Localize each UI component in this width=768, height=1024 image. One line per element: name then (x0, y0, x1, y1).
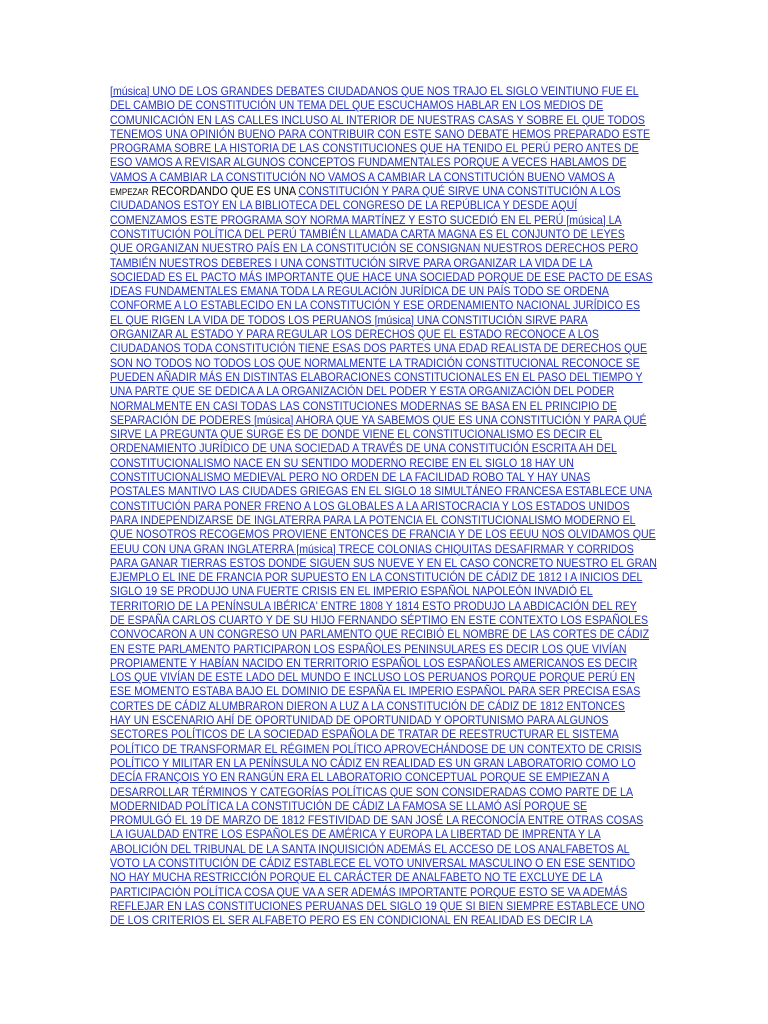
transcript-link[interactable]: ABOLICIÓN DEL TRIBUNAL DE LA SANTA INQUISICIÓN ADEMÁS EL ACCESO DE LOS ANALFABETOS AL (110, 841, 630, 856)
transcript-link[interactable]: ESE MOMENTO ESTABA BAJO EL DOMINIO DE ESPAÑA EL IMPERIO ESPAÑOL PARA SER PRECISA ESAS (110, 684, 641, 699)
transcript-link[interactable]: PROPIAMENTE Y HABÍAN NACIDO EN TERRITORIO ESPAÑOL LOS ESPAÑOLES AMERICANOS ES DECIR (110, 655, 638, 670)
transcript-link[interactable]: DESARROLLAR TÉRMINOS Y CATEGORÍAS POLÍTICAS QUE SON CONSIDERADAS COMO PARTE DE LA (110, 784, 634, 799)
transcript-link[interactable]: ESO VAMOS A REVISAR ALGUNOS CONCEPTOS FUNDAMENTALES PORQUE A VECES HABLAMOS DE (110, 155, 627, 170)
transcript-link[interactable]: POLÍTICO DE TRANSFORMAR EL RÉGIMEN POLÍTICO APROVECHÁNDOSE DE UN CONTEXTO DE CRISIS (110, 741, 642, 756)
transcript-link[interactable]: CONFORME A LO ESTABLECIDO EN LA CONSTITUCIÓN Y ESE ORDENAMIENTO NACIONAL JURÍDICO ES (110, 298, 641, 313)
transcript-link[interactable]: SIRVE LA PREGUNTA QUE SURGE ES DE DONDE VIENE EL CONSTITUCIONALISMO ES DECIR EL (110, 427, 603, 442)
transcript-line (110, 370, 657, 384)
transcript-line (110, 699, 657, 713)
transcript-line (110, 227, 657, 241)
transcript-link[interactable]: HAY UN ESCENARIO AHÍ DE OPORTUNIDAD DE OPORTUNIDAD Y OPORTUNISMO PARA ALGUNOS (110, 713, 609, 728)
transcript-line (110, 399, 657, 413)
transcript-line (110, 842, 657, 856)
transcript-link[interactable]: POSTALES MANTIVO LAS CIUDADES GRIEGAS EN EL SIGLO 18 SIMULTÁNEO FRANCESA ESTABLECE UNA (110, 484, 653, 499)
transcript-line (110, 799, 657, 813)
transcript-link[interactable]: PROMULGÓ EL 19 DE MARZO DE 1812 FESTIVIDAD DE SAN JOSÉ LA RECONOCÍA ENTRE OTRAS COSAS (110, 813, 644, 828)
transcript-line (110, 684, 657, 698)
transcript-line (110, 213, 657, 227)
transcript-link[interactable]: EN ESTE PARLAMENTO PARTICIPARON LOS ESPAÑOLES PENINSULARES ES DECIR LOS QUE VIVÍAN (110, 641, 627, 656)
transcript-line (110, 813, 657, 827)
transcript-link[interactable]: QUE ORGANIZAN NUESTRO PAÍS EN LA CONSTITUCIÓN SE CONSIGNAN NUESTROS DERECHOS PERO (110, 241, 639, 256)
transcript-line (110, 84, 657, 98)
transcript-line (110, 870, 657, 884)
transcript-line (110, 141, 657, 155)
transcript-link[interactable]: LOS QUE VIVÍAN DE ESTE LADO DEL MUNDO E INCLUSO LOS PERUANOS PORQUE PORQUE PERÚ EN (110, 670, 635, 685)
transcript-link[interactable]: ORDENAMIENTO JURÍDICO DE UNA SOCIEDAD A TRAVÉS DE UNA CONSTITUCIÓN ESCRITA AH DEL (110, 441, 617, 456)
transcript-link[interactable]: CONVOCARON A UN CONGRESO UN PARLAMENTO QUE RECIBIÓ EL NOMBRE DE LAS CORTES DE CÁDIZ (110, 627, 650, 642)
transcript-link[interactable]: VAMOS A CAMBIAR LA CONSTITUCIÓN NO VAMOS A CAMBIAR LA CONSTITUCIÓN BUENO VAMOS A (110, 169, 615, 184)
transcript-link[interactable]: IDEAS FUNDAMENTALES EMANA TODA LA REGULACIÓN JURÍDICA DE UN PAÍS TODO SE ORDENA (110, 284, 609, 299)
transcript-line (110, 627, 657, 641)
transcript-link[interactable]: COMENZAMOS ESTE PROGRAMA SOY NORMA MARTÍNEZ Y ESTO SUCEDIÓ EN EL PERÚ [música] LA (110, 212, 622, 227)
transcript-line (110, 570, 657, 584)
transcript-line (110, 613, 657, 627)
transcript-line (110, 113, 657, 127)
transcript-line (110, 770, 657, 784)
transcript-link[interactable]: MODERNIDAD POLÍTICA LA CONSTITUCIÓN DE CÁDIZ LA FAMOSA SE LLAMÓ ASÍ PORQUE SE (110, 798, 588, 813)
transcript-link[interactable]: ORGANIZAR AL ESTADO Y PARA REGULAR LOS DERECHOS QUE EL ESTADO RECONOCE A LOS (110, 327, 599, 342)
transcript-line (110, 184, 657, 198)
transcript-link[interactable]: EEUU CON UNA GRAN INGLATERRA [música] TRECE COLONIAS CHIQUITAS DESAFIRMAR Y CORRIDOS (110, 541, 634, 556)
transcript-link[interactable]: CONSTITUCIÓN POLÍTICA DEL PERÚ TAMBIÉN LLAMADA CARTA MAGNA ES EL CONJUNTO DE LEYES (110, 226, 625, 241)
transcript-link[interactable]: LA IGUALDAD ENTRE LOS ESPAÑOLES DE AMÉRICA Y EUROPA LA LIBERTAD DE IMPRENTA Y LA (110, 827, 601, 842)
transcript-line (110, 384, 657, 398)
transcript-line (110, 98, 657, 112)
transcript-link[interactable]: DE ESPAÑA CARLOS CUARTO Y DE SU HIJO FERNANDO SÉPTIMO EN ESTE CONTEXTO LOS ESPAÑOLES (110, 612, 649, 627)
transcript-line (110, 556, 657, 570)
transcript-line (110, 127, 657, 141)
transcript-line (110, 642, 657, 656)
transcript-line (110, 198, 657, 212)
transcript-line (110, 785, 657, 799)
transcript-line (110, 284, 657, 298)
transcript-line (110, 527, 657, 541)
transcript-line (110, 327, 657, 341)
transcript-line (110, 584, 657, 598)
transcript-link[interactable]: CIUDADANOS ESTOY EN LA BIBLIOTECA DEL CONGRESO DE LA REPÚBLICA Y DESDE AQUÍ (110, 198, 578, 213)
plain-text: RECORDANDO QUE ES UNA (151, 184, 296, 199)
transcript-link[interactable]: SON NO TODOS NO TODOS LOS QUE NORMALMENTE LA TRADICIÓN CONSTITUCIONAL RECONOCE SE (110, 355, 640, 370)
transcript-line (110, 756, 657, 770)
transcript-link[interactable]: PARA INDEPENDIZARSE DE INGLATERRA PARA LA POTENCIA EL CONSTITUCIONALISMO MODERNO EL (110, 512, 636, 527)
transcript-line (110, 513, 657, 527)
transcript-link[interactable]: CONSTITUCIÓN PARA PONER FRENO A LOS GLOBALES A LA ARISTOCRACIA Y LOS ESTADOS UNIDOS (110, 498, 630, 513)
transcript-link[interactable]: CONSTITUCIONALISMO NACE EN SU SENTIDO MODERNO RECIBE EN EL SIGLO 18 HAY UN (110, 455, 574, 470)
transcript-link[interactable]: QUE NOSOTROS RECOGEMOS PROVIENE ENTONCES DE FRANCIA Y DE LOS EEUU NOS OLVIDAMOS QUE (110, 527, 656, 542)
transcript-line (110, 856, 657, 870)
transcript-text (110, 84, 657, 928)
transcript-link[interactable]: PROGRAMA SOBRE LA HISTORIA DE LAS CONSTITUCIONES QUE HA TENIDO EL PERÚ PERO ANTES DE (110, 141, 639, 156)
transcript-link[interactable]: POLÍTICO Y MILITAR EN LA PENÍNSULA NO CÁDIZ EN REALIDAD ES UN GRAN LABORATORIO COMO LO (110, 755, 636, 770)
transcript-line (110, 441, 657, 455)
transcript-link[interactable]: [música] UNO DE LOS GRANDES DEBATES CIUDADANOS QUE NOS TRAJO EL SIGLO VEINTIUNO FUE EL (110, 84, 639, 98)
transcript-link[interactable]: REFLEJAR EN LAS CONSTITUCIONES PERUANAS DEL SIGLO 19 QUE SI BIEN SIEMPRE ESTABLECE UNO (110, 898, 645, 913)
transcript-link[interactable]: COMUNICACIÓN EN LAS CALLES INCLUSO AL INTERIOR DE NUESTRAS CASAS Y SOBRE EL QUE TODOS (110, 112, 645, 127)
transcript-link[interactable]: CORTES DE CÁDIZ ALUMBRARON DIERON A LUZ A LA CONSTITUCIÓN DE CÁDIZ DE 1812 ENTONCES (110, 698, 625, 713)
transcript-line (110, 256, 657, 270)
transcript-line (110, 241, 657, 255)
transcript-line (110, 499, 657, 513)
transcript-link[interactable]: SIGLO 19 SE PRODUJO UNA FUERTE CRISIS EN EL IMPERIO ESPAÑOL NAPOLEÓN INVADIÓ EL (110, 584, 593, 599)
transcript-link[interactable]: EJEMPLO EL INE DE FRANCIA POR SUPUESTO EN LA CONSTITUCIÓN DE CÁDIZ DE 1812 I A INICIOS DEL (110, 570, 643, 585)
transcript-link[interactable]: PARA GANAR TIERRAS ESTOS DONDE SIGUEN SUS NUEVE Y EN EL CASO CONCRETO NUESTRO EL GRAN (110, 555, 657, 570)
transcript-line (110, 484, 657, 498)
transcript-line (110, 899, 657, 913)
transcript-line (110, 827, 657, 841)
transcript-link[interactable]: TENEMOS UNA OPINIÓN BUENO PARA CONTRIBUIR CON ESTE SANO DEBATE HEMOS PREPARADO ESTE (110, 126, 651, 141)
transcript-line (110, 155, 657, 169)
transcript-link[interactable]: NORMALMENTE EN CASI TODAS LAS CONSTITUCIONES MODERNAS SE BASA EN EL PRINCIPIO DE (110, 398, 617, 413)
transcript-link[interactable]: DECÍA FRANÇOIS YO EN RANGÚN ERA EL LABORATORIO CONCEPTUAL PORQUE SE EMPIEZAN A (110, 770, 610, 785)
transcript-line (110, 298, 657, 312)
transcript-line (110, 599, 657, 613)
transcript-line (110, 413, 657, 427)
transcript-link[interactable]: UNA PARTE QUE SE DEDICA A LA ORGANIZACIÓN DEL PODER Y ESTA ORGANIZACIÓN DEL PODER (110, 384, 615, 399)
transcript-link[interactable]: TAMBIÉN NUESTROS DEBERES I UNA CONSTITUCIÓN SIRVE PARA ORGANIZAR LA VIDA DE LA (110, 255, 593, 270)
transcript-line (110, 713, 657, 727)
transcript-line (110, 656, 657, 670)
transcript-link[interactable]: VOTO LA CONSTITUCIÓN DE CÁDIZ ESTABLECE EL VOTO UNIVERSAL MASCULINO O EN ESE SENTIDO (110, 856, 636, 871)
transcript-line (110, 270, 657, 284)
transcript-link[interactable]: DEL CAMBIO DE CONSTITUCIÓN UN TEMA DEL QUE ESCUCHAMOS HABLAR EN LOS MEDIOS DE (110, 98, 604, 113)
transcript-link[interactable]: NO HAY MUCHA RESTRICCIÓN PORQUE EL CARÁCTER DE ANALFABETO NO TE EXCLUYE DE LA (110, 870, 603, 885)
transcript-link[interactable]: TERRITORIO DE LA PENÍNSULA IBÉRICA' ENTRE 1808 Y 1814 ESTO PRODUJO LA ABDICACIÓN DEL REY (110, 598, 637, 613)
transcript-link[interactable]: DE LOS CRITERIOS EL SER ALFABETO PERO ES EN CONDICIONAL EN REALIDAD ES DECIR LA (110, 913, 593, 928)
transcript-line (110, 356, 657, 370)
transcript-line (110, 542, 657, 556)
transcript-line (110, 456, 657, 470)
transcript-link[interactable]: SEPARACIÓN DE PODERES [música] AHORA QUE YA SABEMOS QUE ES UNA CONSTITUCIÓN Y PARA QUÉ (110, 412, 647, 427)
transcript-line (110, 313, 657, 327)
transcript-link[interactable]: CONSTITUCIÓN Y PARA QUÉ SIRVE UNA CONSTITUCIÓN A LOS (298, 184, 621, 199)
transcript-line (110, 742, 657, 756)
transcript-link[interactable]: PUEDEN AÑADIR MÁS EN DISTINTAS ELABORACIONES CONSTITUCIONALES EN EL PASO DEL TIEMPO Y (110, 369, 643, 384)
transcript-line (110, 885, 657, 899)
transcript-link[interactable]: CIUDADANOS TODA CONSTITUCIÓN TIENE ESAS DOS PARTES UNA EDAD REALISTA DE DERECHOS QUE (110, 341, 648, 356)
transcript-line (110, 727, 657, 741)
transcript-link[interactable]: EL QUE RIGEN LA VIDA DE TODOS LOS PERUANOS [música] UNA CONSTITUCIÓN SIRVE PARA (110, 312, 588, 327)
transcript-line (110, 170, 657, 184)
transcript-line (110, 341, 657, 355)
transcript-line (110, 470, 657, 484)
plain-text-small: EMPEZAR (110, 187, 149, 198)
transcript-link[interactable]: PARTICIPACIÓN POLÍTICA COSA QUE VA A SER ADEMÁS IMPORTANTE PORQUE ESTO SE VA ADEMÁS (110, 884, 628, 899)
transcript-line (110, 913, 657, 927)
transcript-line (110, 670, 657, 684)
transcript-link[interactable]: SOCIEDAD ES EL PACTO MÁS IMPORTANTE QUE HACE UNA SOCIEDAD PORQUE DE ESE PACTO DE ESAS (110, 269, 653, 284)
transcript-link[interactable]: CONSTITUCIONALISMO MEDIEVAL PERO NO ORDEN DE LA FACILIDAD ROBO TAL Y HAY UNAS (110, 470, 591, 485)
transcript-line (110, 427, 657, 441)
transcript-link[interactable]: SECTORES POLÍTICOS DE LA SOCIEDAD ESPAÑOLA DE TRATAR DE REESTRUCTURAR EL SISTEMA (110, 727, 619, 742)
